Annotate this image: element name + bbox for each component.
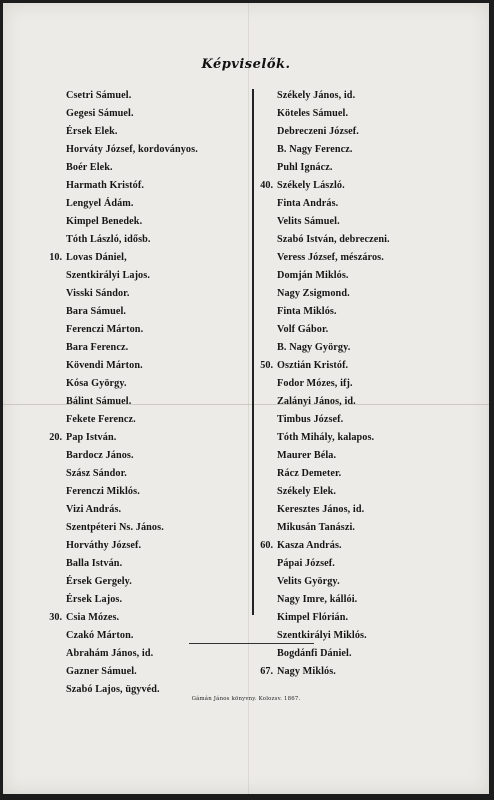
representative-name: Timbus József. (277, 414, 344, 425)
representative-name: Abrahám János, id. (66, 648, 154, 659)
representative-name: Domján Miklós. (277, 270, 349, 281)
representative-name: B. Nagy György. (277, 342, 351, 353)
representative-row (47, 465, 247, 483)
entry-number: 60. (260, 540, 273, 551)
representative-name: Érsek Lajos. (66, 594, 123, 605)
representative-name: Szentkirályi Miklós. (277, 630, 367, 641)
representative-row (258, 141, 486, 159)
representative-row (47, 663, 247, 681)
representative-name: Harmath Kristóf. (66, 180, 144, 191)
document-sheet (3, 3, 489, 794)
representative-row (258, 285, 486, 303)
representative-name: Bara Ferencz. (66, 342, 129, 353)
representative-row (258, 483, 486, 501)
representative-name: Horváthy József. (66, 540, 142, 551)
representative-row (47, 141, 247, 159)
entry-number: 50. (260, 360, 273, 371)
representative-name: Ferenczi Márton. (66, 324, 144, 335)
representative-name: Kövendi Márton. (66, 360, 143, 371)
representative-name: Bardocz János. (66, 450, 134, 461)
printer-imprint: Gámán János könyvny. Kolozsv. 1867. (191, 696, 301, 702)
entry-number: 20. (49, 432, 62, 443)
representative-row (47, 123, 247, 141)
representative-name: Szabó Lajos, ügyvéd. (66, 684, 160, 695)
representative-name: Horváty József, kordoványos. (66, 144, 198, 155)
representative-row (47, 519, 247, 537)
representative-row (258, 159, 486, 177)
representative-name: Bogdánfi Dániel. (277, 648, 352, 659)
representative-name: Nagy Imre, kállói. (277, 594, 358, 605)
representative-name: Szabó István, debreczeni. (277, 234, 390, 245)
representative-row (47, 357, 247, 375)
representative-row (258, 177, 486, 195)
representative-row (258, 87, 486, 105)
representative-row (47, 231, 247, 249)
representative-row (47, 645, 247, 663)
entry-number: 40. (260, 180, 273, 191)
representative-name: Nagy Zsigmond. (277, 288, 350, 299)
representative-name: Balla István. (66, 558, 123, 569)
representative-name: Vizi András. (66, 504, 122, 515)
representative-row (258, 465, 486, 483)
representative-row (258, 231, 486, 249)
representative-name: Keresztes János, id. (277, 504, 365, 515)
representative-name: Érsek Gergely. (66, 576, 132, 587)
representative-name: Székely János, id. (277, 90, 356, 101)
entry-number: 30. (49, 612, 62, 623)
representative-row (47, 321, 247, 339)
representative-row (258, 105, 486, 123)
representative-row (47, 501, 247, 519)
representative-name: Debreczeni József. (277, 126, 359, 137)
representative-name: Volf Gábor. (277, 324, 329, 335)
representative-row (47, 375, 247, 393)
representative-row (47, 411, 247, 429)
left-name-column (47, 87, 247, 699)
right-name-column (258, 87, 486, 681)
representative-row (258, 393, 486, 411)
representative-row (47, 339, 247, 357)
representative-name: Köteles Sámuel. (277, 108, 349, 119)
representative-name: Bara Sámuel. (66, 306, 127, 317)
representative-name: Kasza András. (277, 540, 342, 551)
representative-row (258, 537, 486, 555)
representative-name: Ferenczi Miklós. (66, 486, 140, 497)
representative-name: Rácz Demeter. (277, 468, 342, 479)
representative-name: Tóth Mihály, kalapos. (277, 432, 375, 443)
representative-name: Lengyel Ádám. (66, 198, 134, 209)
representative-name: Kimpel Flórián. (277, 612, 349, 623)
representative-row (47, 573, 247, 591)
representative-name: Maurer Béla. (277, 450, 337, 461)
representative-name: Bálint Sámuel. (66, 396, 132, 407)
representative-name: Fekete Ferencz. (66, 414, 136, 425)
representative-name: Fodor Mózes, ifj. (277, 378, 353, 389)
representative-row (258, 303, 486, 321)
representative-row (258, 645, 486, 663)
representative-row (258, 555, 486, 573)
representative-row (258, 501, 486, 519)
representative-name: Puhl Ignácz. (277, 162, 333, 173)
representative-row (47, 213, 247, 231)
representative-row (258, 411, 486, 429)
representative-name: Zalányi János, id. (277, 396, 356, 407)
representative-name: Veress József, mészáros. (277, 252, 384, 263)
representative-name: Lovas Dániel, (66, 252, 127, 263)
representative-row (47, 195, 247, 213)
representative-name: Tóth László, idősb. (66, 234, 151, 245)
representative-row (258, 663, 486, 681)
representative-row (258, 519, 486, 537)
representative-name: Gazner Sámuel. (66, 666, 137, 677)
representative-name: Pápai József. (277, 558, 335, 569)
representative-row (47, 105, 247, 123)
representative-row (47, 483, 247, 501)
representative-row (47, 87, 247, 105)
representative-row (258, 429, 486, 447)
representative-row (258, 375, 486, 393)
representative-row (47, 555, 247, 573)
representative-name: Kósa György. (66, 378, 127, 389)
representative-name: Finta András. (277, 198, 339, 209)
representative-name: Visski Sándor. (66, 288, 130, 299)
representative-name: Boér Elek. (66, 162, 113, 173)
representative-name: Szentkirályi Lajos. (66, 270, 150, 281)
representative-row (258, 123, 486, 141)
representative-row (47, 159, 247, 177)
entry-number: 10. (49, 252, 62, 263)
representative-name: Érsek Elek. (66, 126, 118, 137)
representative-row (258, 213, 486, 231)
representative-name: Velits György. (277, 576, 340, 587)
representative-row (47, 537, 247, 555)
vertical-fold-crease (248, 3, 249, 794)
representative-name: B. Nagy Ferencz. (277, 144, 353, 155)
representative-name: Szász Sándor. (66, 468, 127, 479)
representative-name: Mikusán Tanászi. (277, 522, 356, 533)
representative-row (47, 393, 247, 411)
representative-row (258, 321, 486, 339)
document-title: Képviselők. (201, 57, 291, 72)
footer-rule (189, 643, 314, 644)
representative-row (258, 447, 486, 465)
representative-name: Szentpéteri Ns. János. (66, 522, 164, 533)
representative-name: Kimpel Benedek. (66, 216, 143, 227)
representative-row (47, 447, 247, 465)
representative-row (258, 609, 486, 627)
representative-name: Pap István. (66, 432, 117, 443)
representative-name: Csia Mózes. (66, 612, 120, 623)
representative-name: Gegesi Sámuel. (66, 108, 134, 119)
representative-name: Csetri Sámuel. (66, 90, 132, 101)
representative-row (47, 285, 247, 303)
representative-row (47, 267, 247, 285)
representative-row (47, 429, 247, 447)
representative-row (47, 303, 247, 321)
representative-name: Velits Sámuel. (277, 216, 340, 227)
representative-name: Székely László. (277, 180, 345, 191)
entry-number: 67. (260, 666, 273, 677)
representative-name: Székely Elek. (277, 486, 337, 497)
representative-row (258, 195, 486, 213)
representative-name: Nagy Miklós. (277, 666, 336, 677)
representative-row (258, 249, 486, 267)
representative-row (47, 177, 247, 195)
representative-row (47, 249, 247, 267)
representative-row (258, 573, 486, 591)
representative-row (258, 267, 486, 285)
representative-row (258, 357, 486, 375)
representative-name: Osztián Kristóf. (277, 360, 349, 371)
representative-row (258, 339, 486, 357)
representative-row (47, 591, 247, 609)
representative-row (47, 609, 247, 627)
representative-name: Finta Miklós. (277, 306, 337, 317)
representative-name: Czakó Márton. (66, 630, 134, 641)
column-divider (252, 89, 254, 615)
representative-row (258, 591, 486, 609)
